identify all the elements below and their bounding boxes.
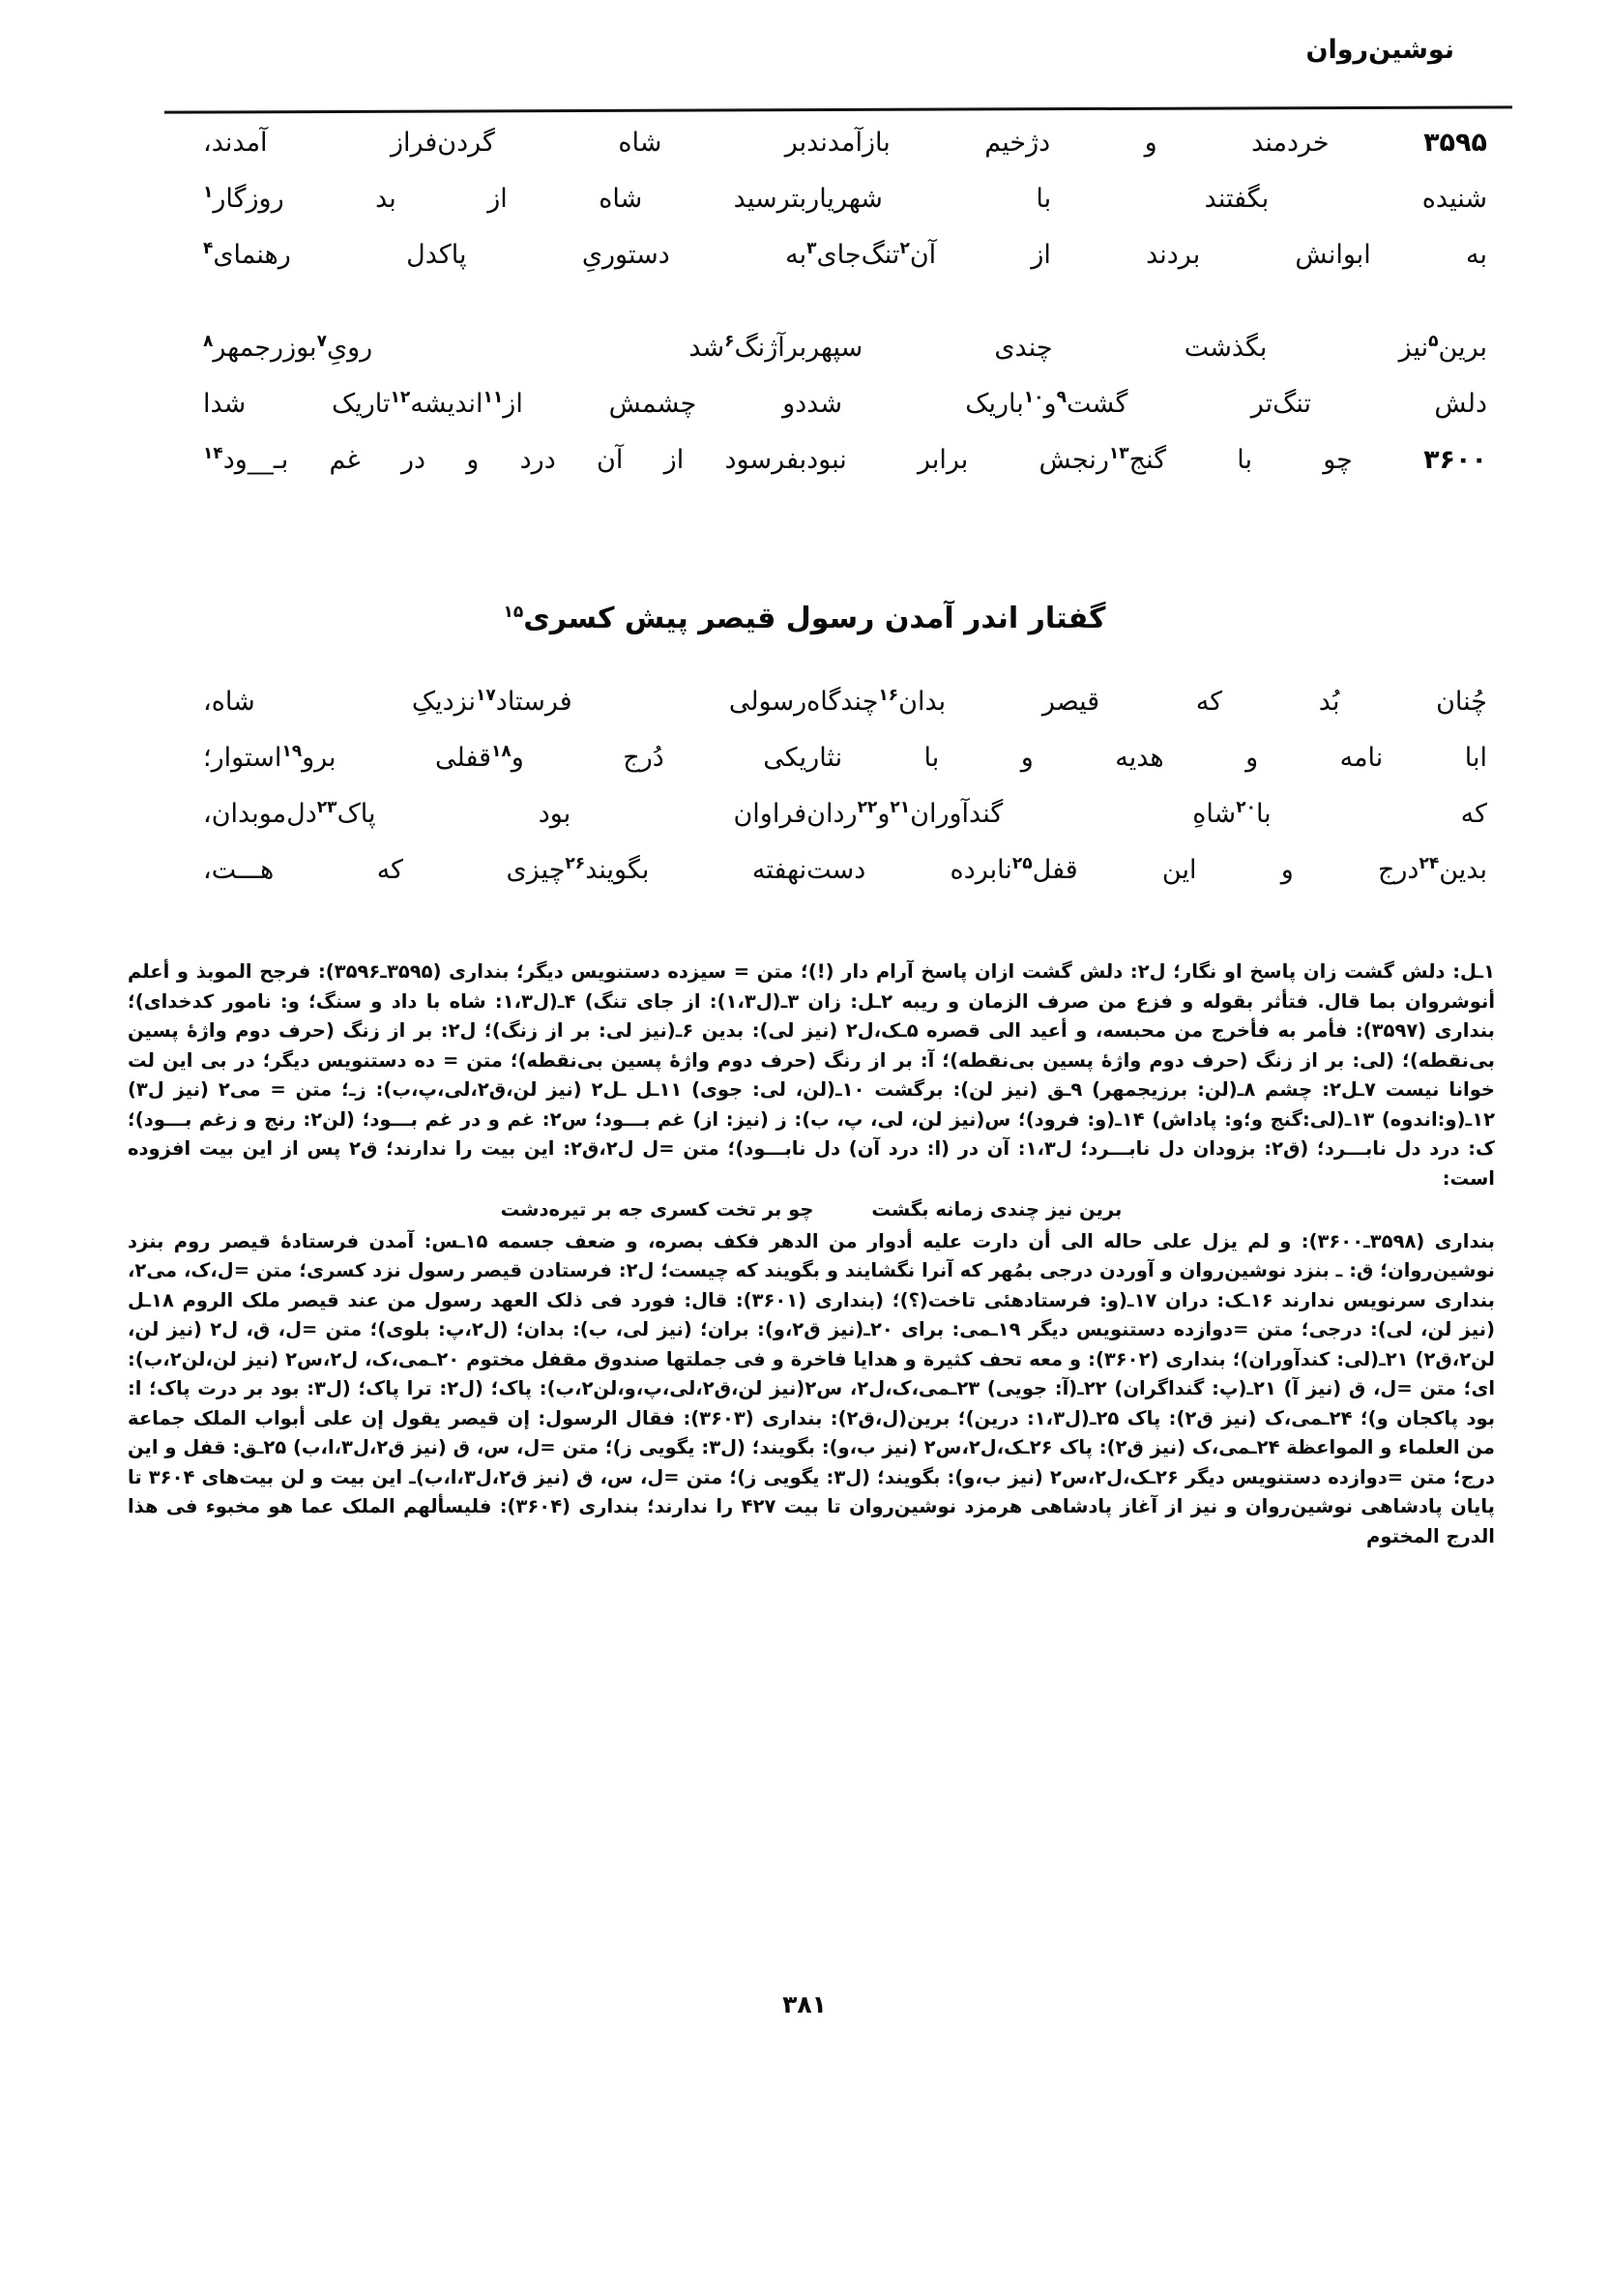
hemistich-left [145,184,806,214]
folio-number: ۳۸۱ [782,1990,827,2018]
hemistich-text: بر شاه گردن‌فراز آمدند، [203,128,807,158]
hemistich-right [806,333,1493,363]
hemistich-text: که با [1255,799,1487,829]
hemistich-text: برآژنگ [734,333,807,363]
verse-line [145,128,1493,184]
hemistich-text: به دستوریِ پاکدل رهنمای [213,240,807,270]
hemistich-right [806,128,1493,158]
hemistich-text: خردمند و دژخیم بازآمدند [806,128,1330,158]
hemistich-text: بفرسود از آن درد و در غم بـ__ود [222,445,807,475]
footnote-marker: ۸ [203,332,214,351]
hemistich-text: رسولی فرستاد [495,687,807,717]
hemistich-text-tail: چیزی که هـــت، [203,855,566,885]
footnote-marker: ۲۴ [1419,854,1440,873]
footnote-marker: ۲۳ [316,798,337,817]
footnote-marker: ۱۰ [1023,388,1044,407]
hemistich-text-tail2: تاریک شدا [203,389,391,419]
hemistich-text-tail2: استوار؛ [203,743,282,773]
verse-line [145,389,1493,445]
hemistich-left [145,389,806,419]
hemistich-left [145,333,806,363]
hemistich-text-tail: شاهِ گندآوران [910,799,1237,829]
footnote-marker: ۴ [203,239,214,258]
footnote-marker: ۱۲ [390,388,411,407]
hemistich-right [806,855,1493,885]
apparatus-paragraph-2: بنداری (۳۵۹۸ـ۳۶۰۰): و لم یزل علی حاله الی أن دارت علیه أدوار من الدهر فکف بصره، و ضعف جسمه ۱۵ـس: آمدن فرستادهٔ قیصر روم بنزد نوشین‌روان؛ ق: ـ بنزد نوشین‌روان و آوردن درجی بمُهر که آنرا نگشایند و بگویند که چیست؛ ل۲: فرستادن قیصر رسول نزد کسری؛ متن =ل،ک، می۲، بنداری سرنویس ندارند ۱۶ـک: دران ۱۷ـ(و: فرستادهئی تاخت(؟)؛ (بنداری (۳۶۰۱): قال: فورد فی ذلک العهد رسول من عند قیصر ملک الروم ۱۸ـل (نیز لن، لی): درجی؛ متن =دوازده دستنویس دیگر ۱۹ـمی: برای ۲۰ـ(نیز ق۲،و): بران؛ (نیز لی، ب): بدان؛ (ل۲،پ: بلوی)؛ متن =ل، ق، ل۲ (نیز لن، لن۲،ق۲) ۲۱ـ(لی: کندآوران)؛ بنداری (۳۶۰۲): و معه تحف کثیرة و هدایا فاخرة و فی جملتها صندوق مقفل مختوم ۲۰ـمی،ک، ل۲،س۲ (نیز لن،لن۲،ب): ای؛ متن =ل، ق (نیز آ) ۲۱ـ(پ: گنداگران) ۲۲ـ(آ: جویی) ۲۳ـمی،ک،ل۲، س۲(نیز لن،ق۲،لی،پ،و،لن۲،ب): پاک؛ (ل۲: ترا پاک؛ (ل۳: بود بر درت پاک؛ ا: بود پاکجان و)؛ ۲۴ـمی،ک (نیز ق۲): پاک ۲۵ـ(ل۱،۳: درین)؛ برین(ل،ق۲): بنداری (۳۶۰۳): فقال الرسول: إن قیصر یقول إن علی أبواب الملک جماعة من العلماء و المواعظة ۲۴ـمی،ک (نیز ق۲): پاک ۲۶ـک،ل۲،س۲ (نیز ب،و): بگویند؛ (ل۳: یگویی ز)؛ متن =ل، س، ق (نیز ق۲،ل۳،ا،ب) ۲۵ـق: قفل و این درج؛ متن =دوازده دستنویس دیگر ۲۶ـک،ل۲،س۲ (نیز ب،و): بگویند؛ (ل۳: یگویی ز)؛ متن =ل، س، ق (نیز ق۲،ل۳،ا،ب)ـ این بیت و لن بیت‌های ۳۶۰۴ تا پایان پادشاهی نوشین‌روان و نیز از آغاز پادشاهی هرمزد نوشین‌روان تا بیت ۴۲۷ را ندارند؛ بنداری (۳۶۰۴): فلیسألهم الملک عما هو مخبوء فی هذا الدرج المختوم [128,1229,1496,1547]
footnote-marker: ۵ [1428,332,1439,351]
verse-line [145,743,1493,799]
hemistich-text-tail: و [1043,389,1057,419]
verse-line [145,240,1493,296]
inset-verse-right: برین نیز چندی زمانه بگشت [871,1198,1123,1221]
footnote-marker: ۱۶ [878,686,899,705]
hemistich-text-tail2: بوزرجمهر [213,333,317,363]
inset-verse [128,1195,1495,1225]
footnote-marker: ۲۲ [857,798,878,817]
verse-number: ۳۵۹۵ [1423,128,1487,158]
section-heading [0,602,1609,635]
header-rule [164,105,1512,113]
footnote-marker: ۶ [724,332,735,351]
hemistich-text: به ابوانش بردند از آن [909,240,1487,270]
footnote-marker: ۱۴ [203,444,223,463]
footnote-marker: ۲۶ [565,854,586,873]
hemistich-right [806,240,1493,270]
hemistich-text-tail: چندگاه [806,687,879,717]
verse-area [145,128,1493,526]
hemistich-text: یکی دُرج و [511,743,807,773]
verse-line [145,184,1493,240]
hemistich-right [806,184,1493,214]
hemistich-left [145,445,806,475]
hemistich-left [145,855,806,885]
verse-group [145,128,1493,296]
hemistich-text: دو چشمش از [503,389,807,419]
hemistich-text-tail: درج و این قفل [1032,855,1419,885]
hemistich-right [806,445,1493,475]
hemistich-text-tail: نزدیکِ شاه، [203,687,477,717]
hemistich-text: برین [1438,333,1487,363]
hemistich-right [806,389,1493,419]
hemistich-text-tail: دل‌موبدان، [203,799,317,829]
inset-verse-left: چو بر تخت کسری جه بر تیره‌دشت [500,1198,814,1221]
hemistich-text-tail: قفلی برو [302,743,492,773]
verse-group [145,687,1493,911]
hemistich-text: چو با گنج [1128,445,1353,475]
footnote-marker: ۷ [316,332,327,351]
verse-line [145,799,1493,855]
footnote-marker: ۱۹ [281,742,303,761]
verse-line [145,333,1493,389]
footnote-marker: ۱۳ [1108,444,1129,463]
hemistich-text: نهفته بگویند [585,855,807,885]
hemistich-text-tail: شد رویِ [326,333,725,363]
hemistich-text-tail3: ردان [806,799,858,829]
footnote-marker: ۱۱ [483,388,504,407]
hemistich-text-tail: نیز بگذشت چندی سپهر [806,333,1429,363]
verse-group [145,333,1493,501]
hemistich-right [806,687,1493,717]
running-head: نوشین‌روان [1305,35,1454,65]
verse-area-lower [145,687,1493,936]
footnote-marker: ۱ [203,183,214,202]
hemistich-right [806,799,1493,829]
hemistich-left [145,799,806,829]
footnote-marker: ۱۷ [476,686,496,705]
hemistich-text-tail2: و [877,799,891,829]
hemistich-text-tail2: نابرده دست [806,855,1012,885]
apparatus-paragraph: ۱ـل: دلش گشت زان پاسخ او نگار؛ ل۲: دلش گشت ازان پاسخ آرام دار (!)؛ متن = سیزده دستنویس دیگر؛ بنداری (۳۵۹۵ـ۳۵۹۶): فرجح الموبذ و أعلم أنوشروان بما قال. فتأثر بقوله و فزع من صرف الزمان و ریبه ۲ـل: زان ۳ـ(ل۱،۳): از جای تنگ) ۴ـ(ل۱،۳: شاه با داد و سنگ؛ و: نامور کدخدای)؛ بنداری (۳۵۹۷): فأمر به فأخرج من محبسه، و أعید الی قصره ۵ـک،ل۲ (نیز لی): بدین ۶ـ(نیز لی: بر از زنگ)؛ ل۲: بر از زنگ (حرف دوم واژهٔ پسین بی‌نقطه)؛ (لی: بر از زنگ (حرف دوم واژهٔ پسین بی‌نقطه)؛ آ: بر از رنگ (حرف دوم واژهٔ پسین بی‌نقطه)؛ متن = ده دستنویس دیگر؛ در بی این لت خوانا نیست ۷ـل۲: چشم ۸ـ(لن: برزیجمهر) ۹ـق (نیز لن): برگشت ۱۰ـ(لن، لی: جوی) ۱۱ـل ـل۲ (نیز لن،ق۲،لی،پ،ب): زـ؛ متن = می۲ (نیز ل۳) ۱۲ـ(و:اندوه) ۱۳ـ(لی:گنج و؛و: پاداش) ۱۴ـ(و: فرود)؛ س(نیز لن، لی، پ، ب): ز (نیز: از) غم بـــود؛ س۲: غم و در غم بـــود؛ (لن۲: رنج و زغم بـــود)؛ ک: درد دل نابـــرد؛ (ق۲: بزودان دل نابـــرد؛ ل۱،۳: آن در (ا: درد آن) دل نابـــود)؛ متن =ل ل۲،ق۲: این بیت را ندارند؛ ق۲ پس از این بیت افزوده است: [128,960,1496,1190]
hemistich-text: بترسید شاه از بد روزگار [213,184,807,214]
hemistich-text: چُنان بُد که قیصر بدان [898,687,1487,717]
hemistich-left [145,687,806,717]
footnote-marker: ۱۸ [491,742,512,761]
verse-line [145,687,1493,743]
hemistich-text: شنیده بگفتند با شهریار [806,184,1487,214]
hemistich-text: فراوان بود پاک [336,799,807,829]
footnote-marker: ۲۱ [890,798,911,817]
footnote-marker: ۱۵ [503,603,524,622]
hemistich-text-tail: تنگ‌جای [816,240,900,270]
hemistich-text-tail: اندیشه [410,389,483,419]
footnote-marker: ۲ [899,239,910,258]
section-heading-text: گفتار اندر آمدن رسول قیصر پیش کسری [523,602,1106,635]
verse-line [145,855,1493,911]
hemistich-right [806,743,1493,773]
footnote-marker: ۲۵ [1011,854,1033,873]
verse-line [145,445,1493,501]
hemistich-text: بدین [1439,855,1487,885]
footnote-marker: ۲۰ [1236,798,1256,817]
critical-apparatus [128,957,1495,1551]
hemistich-left [145,128,806,158]
hemistich-left [145,240,806,270]
verse-number: ۳۶۰۰ [1423,445,1487,475]
footnote-marker: ۳ [806,239,817,258]
hemistich-left [145,743,806,773]
hemistich-text: ابا نامه و هدیه و با نثار [806,743,1487,773]
hemistich-text: دلش تنگ‌تر گشت [1066,389,1487,419]
hemistich-text-tail2: باریک شد [806,389,1024,419]
hemistich-text-tail: رنجش برابر نبود [806,445,1109,475]
footnote-marker: ۹ [1056,388,1067,407]
